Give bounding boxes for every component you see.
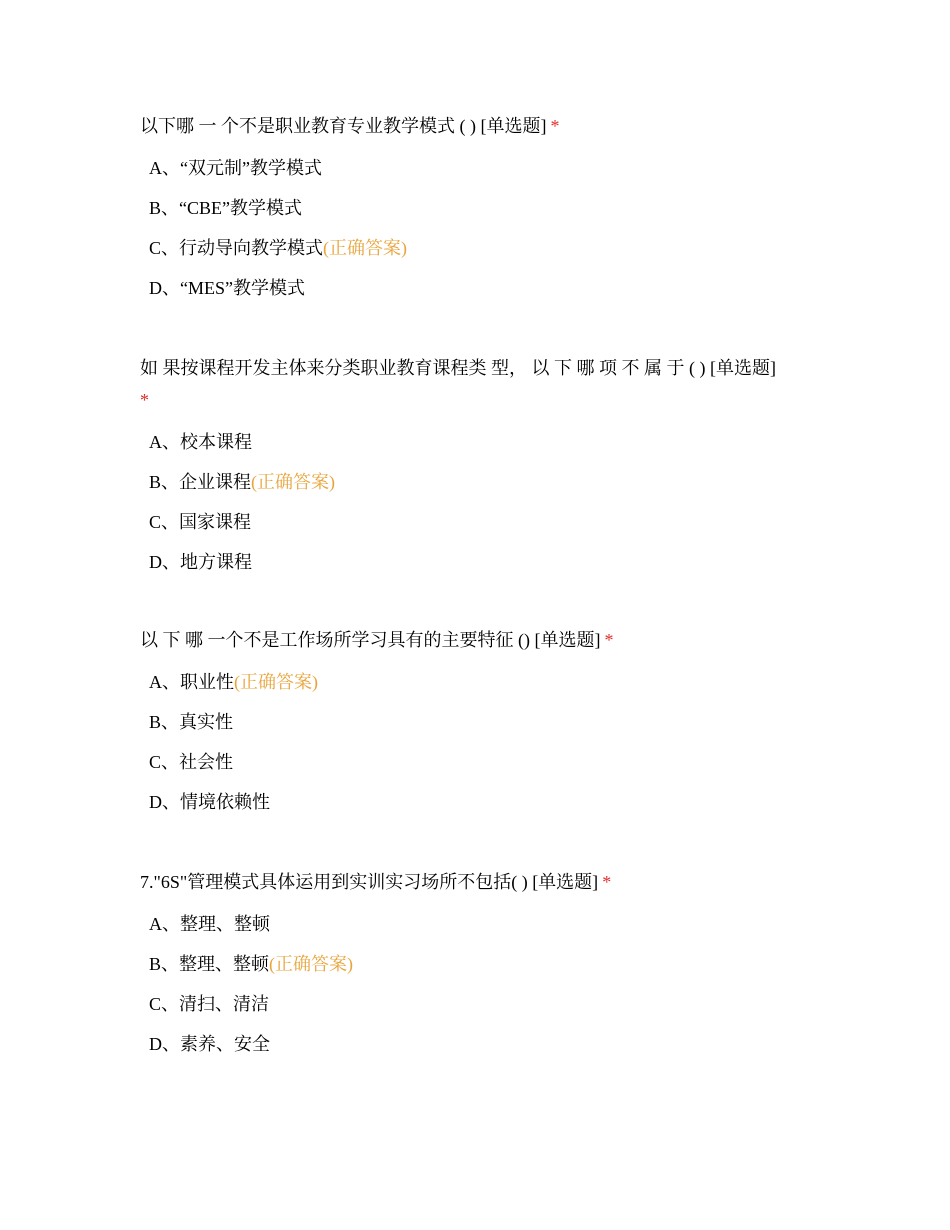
correct-answer-tag: (正确答案) — [269, 954, 354, 974]
option-d[interactable]: D、情境依赖性 — [149, 792, 270, 812]
option-b[interactable]: B、“CBE”教学模式 — [149, 198, 302, 218]
question-2 — [140, 352, 810, 587]
option-b[interactable]: B、真实性 — [149, 712, 234, 732]
option-d[interactable]: D、“MES”教学模式 — [149, 278, 305, 298]
required-marker: * — [602, 872, 612, 892]
option-d[interactable]: D、素养、安全 — [149, 1034, 270, 1054]
required-marker: * — [604, 630, 614, 650]
option-d[interactable]: D、地方课程 — [149, 552, 252, 572]
option-b[interactable]: B、企业课程(正确答案) — [149, 472, 336, 492]
question-title: 7."6S"管理模式具体运用到实训实习场所不包括( ) [单选题] * — [140, 872, 612, 892]
required-marker: * — [140, 390, 149, 410]
question-title: 以下哪 一 个不是职业教育专业教学模式 ( ) [单选题] * — [140, 116, 560, 136]
question-title: 以 下 哪 一个不是工作场所学习具有的主要特征 () [单选题] * — [140, 630, 614, 650]
question-4 — [140, 866, 810, 1069]
option-a[interactable]: A、校本课程 — [149, 432, 252, 452]
option-list — [140, 909, 810, 1069]
option-c[interactable]: C、社会性 — [149, 752, 234, 772]
option-a[interactable]: A、职业性(正确答案) — [149, 672, 318, 692]
option-a[interactable]: A、“双元制”教学模式 — [149, 158, 322, 178]
correct-answer-tag: (正确答案) — [251, 472, 336, 492]
question-title: 如 果按课程开发主体来分类职业教育课程类 型， 以 下 哪 项 不 属 于 ( ) [单选题] * — [140, 358, 776, 410]
option-a[interactable]: A、整理、整顿 — [149, 914, 270, 934]
option-list — [140, 427, 810, 587]
option-b[interactable]: B、整理、整顿(正确答案) — [149, 954, 354, 974]
option-c[interactable]: C、国家课程 — [149, 512, 252, 532]
option-list — [140, 153, 810, 313]
required-marker: * — [550, 116, 560, 136]
option-c[interactable]: C、清扫、清洁 — [149, 994, 270, 1014]
question-1 — [140, 110, 810, 313]
option-c[interactable]: C、行动导向教学模式(正确答案) — [149, 238, 408, 258]
question-3 — [140, 624, 810, 827]
option-list — [140, 667, 810, 827]
correct-answer-tag: (正确答案) — [323, 238, 408, 258]
correct-answer-tag: (正确答案) — [234, 672, 318, 692]
